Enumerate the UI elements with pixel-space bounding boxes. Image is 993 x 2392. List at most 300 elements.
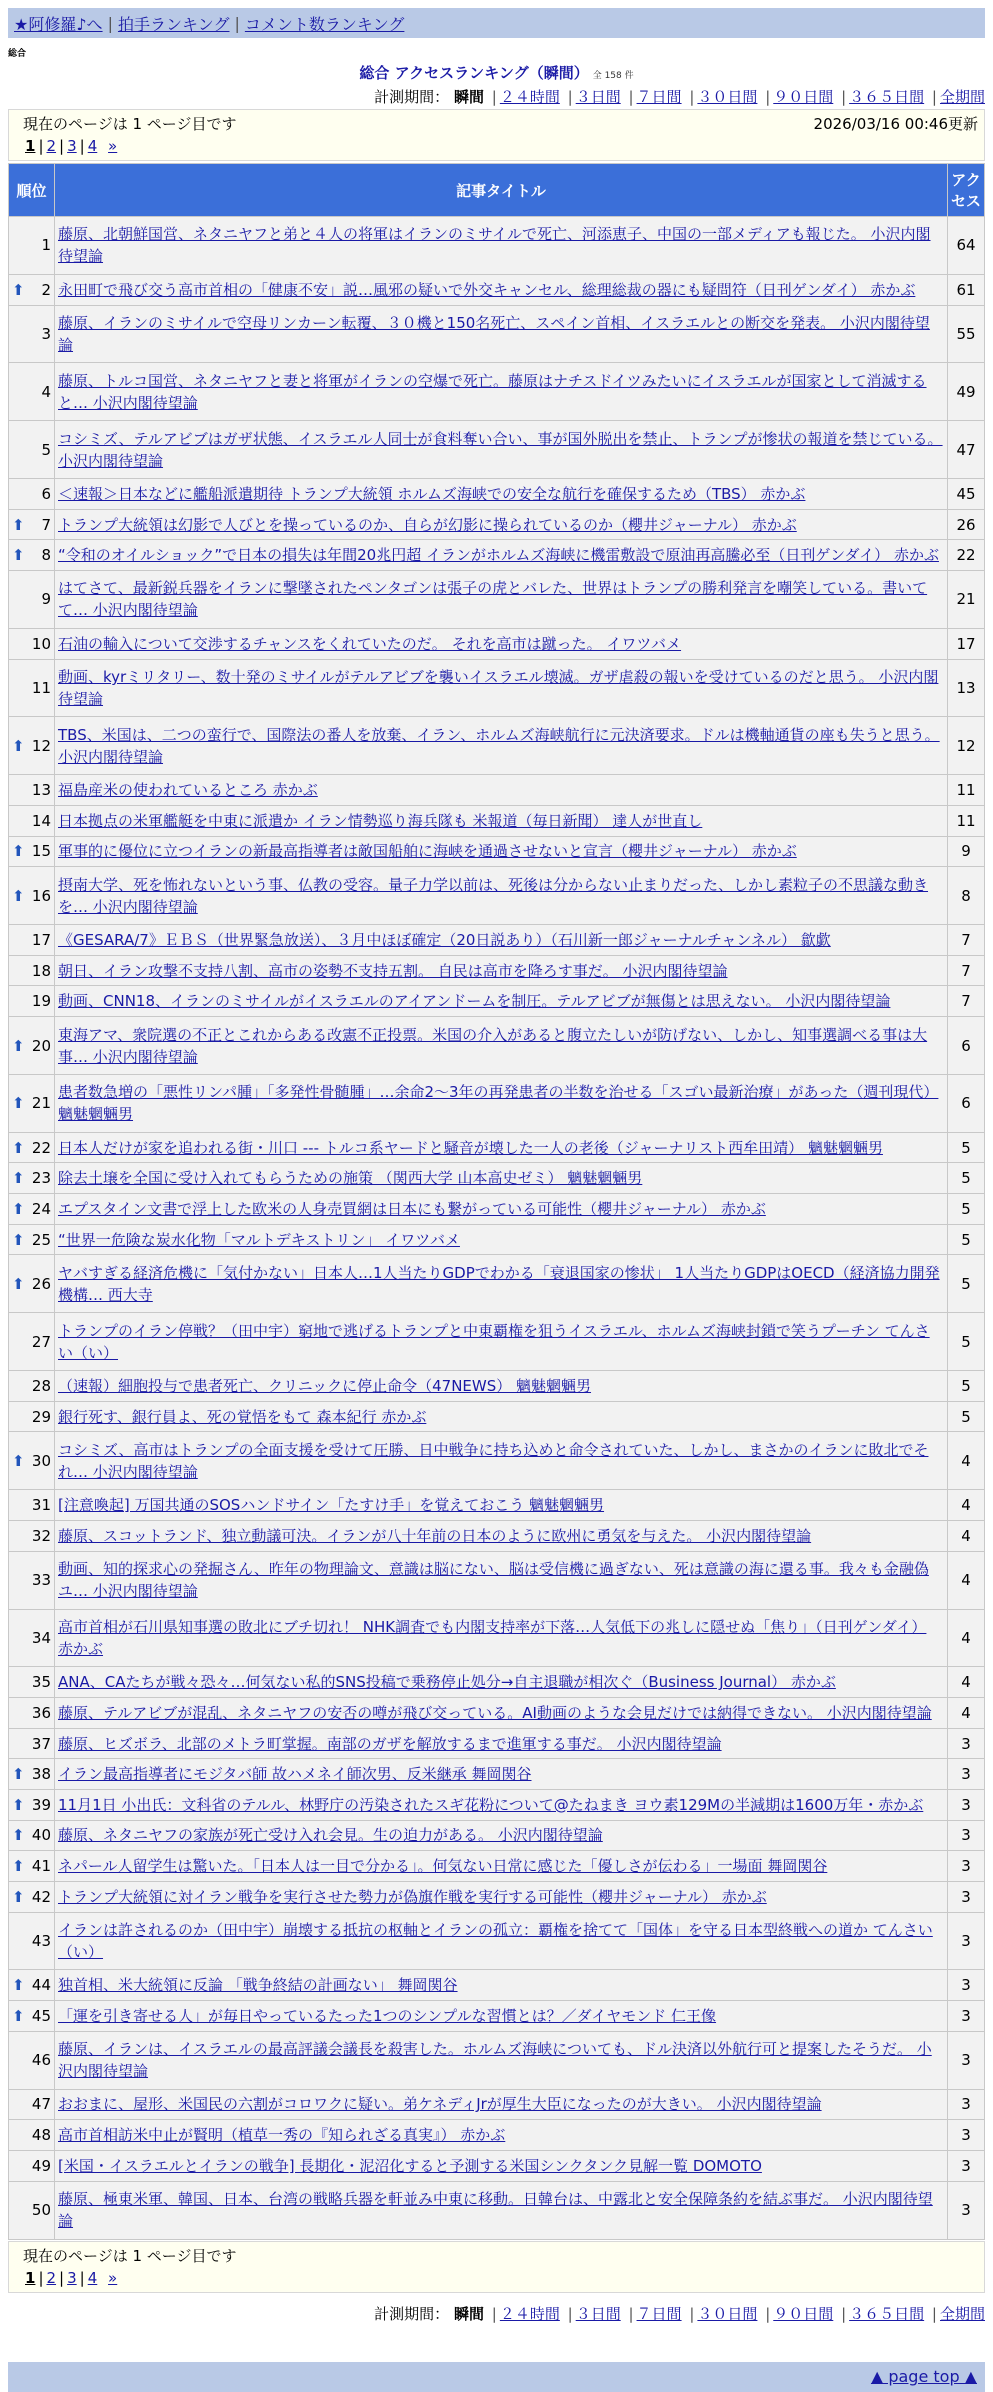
article-link[interactable]: 藤原、テルアビブが混乱、ネタニヤフの安否の噂が飛び交っている。AI動画のような会見だけでは納得できない。 小沢内閣待望論 (58, 1703, 932, 1722)
table-row (9, 1490, 984, 1520)
up-arrow-icon: ⬆ (12, 736, 25, 755)
rank-number: 14 (31, 811, 51, 830)
table-row (9, 1729, 984, 1759)
rank-number: 33 (31, 1571, 51, 1590)
title-cell (55, 1133, 947, 1163)
pager-next-link[interactable]: » (108, 137, 118, 155)
rank-number: 42 (31, 1887, 51, 1906)
rank-cell (9, 1225, 54, 1255)
rank-cell (9, 2090, 54, 2120)
period-link-all[interactable]: 全期間 (939, 88, 985, 106)
header-rank: 順位 (9, 164, 54, 216)
up-arrow-icon: ⬆ (12, 1451, 25, 1470)
access-count: 4 (948, 1490, 984, 1520)
rank-number: 12 (31, 736, 51, 755)
table-row (9, 1225, 984, 1255)
article-link[interactable]: 除去土壌を全国に受け入れてもらうための施策 （関西大学 山本高史ゼミ） 魑魅魍魎男 (58, 1169, 643, 1188)
title-cell (55, 421, 947, 478)
rank-number: 34 (31, 1628, 51, 1647)
table-row (9, 1133, 984, 1163)
access-count: 3 (948, 1790, 984, 1820)
top-nav-bar (8, 8, 985, 38)
article-link[interactable]: 東海アマ、衆院選の不正とこれからある改憲不正投票。米国の介入があると腹立たしいが防げない、しかし、知事選調べる事は大事… 小沢内閣待望論 (58, 1025, 928, 1066)
table-row (9, 1017, 984, 1074)
rank-cell (9, 1913, 54, 1970)
period-selector-bottom: 計測期間： 瞬間 | ２４時間 | ３日間 | ７日間 | ３０日間 | ９０日間 | ３６５日間 | 全期間 (374, 2305, 985, 2323)
ranking-table (8, 163, 985, 2240)
access-count: 5 (948, 1194, 984, 1224)
table-row (9, 956, 984, 986)
title-cell (55, 1490, 947, 1520)
article-link[interactable]: 藤原、ヒズボラ、北部のメトラ町掌握。南部のガザを解放するまで進軍する事だ。 小沢内閣待望論 (58, 1734, 722, 1753)
article-link[interactable]: 藤原、極東米軍、韓国、日本、台湾の戦略兵器を軒並み中東に移動。日韓台は、中露北と安全保障条約を結ぶ事だ。 小沢内閣待望論 (58, 2190, 933, 2231)
article-link[interactable]: はてさて、最新鋭兵器をイランに撃墜されたペンタゴンは張子の虎とバレた、世界はトランプの勝利発言を嘲笑している。書いてて… 小沢内閣待望論 (58, 579, 928, 620)
section-tag: 総合 (8, 49, 27, 59)
title-cell (55, 1667, 947, 1697)
article-link[interactable]: 高市首相訪米中止が賢明（植草一秀の『知られざる真実』） 赤かぶ (58, 2126, 506, 2145)
rank-cell (9, 1882, 54, 1912)
rank-cell (9, 2032, 54, 2089)
rank-number: 10 (31, 634, 51, 653)
rank-number: 3 (41, 324, 51, 343)
article-link[interactable]: 藤原、イランは、イスラエルの最高評議会議長を殺害した。ホルムズ海峡についても、ドル決済以外航行可と提案したそうだ。 小沢内閣待望論 (58, 2040, 932, 2081)
period-current: 瞬間 (453, 88, 484, 106)
table-row (9, 925, 984, 955)
pager-current: 1 (25, 2269, 36, 2287)
table-row (9, 306, 984, 363)
up-arrow-icon: ⬆ (12, 2006, 25, 2025)
total-count: 全 158 件 (592, 71, 634, 81)
up-arrow-icon: ⬆ (12, 515, 25, 534)
table-row (9, 629, 984, 659)
rank-number: 17 (31, 930, 51, 949)
table-row (9, 1610, 984, 1667)
article-link[interactable]: 石油の輸入について交渉するチャンスをくれていたのだ。 それを高市は蹴った。 イワツバメ (58, 634, 682, 653)
rank-number: 30 (31, 1451, 51, 1470)
rank-cell (9, 2151, 54, 2181)
article-link[interactable]: トランプのイラン停戦？（田中宇）窮地で逃げるトランプと中東覇権を狙うイスラエル、ホルムズ海峡封鎖で笑うプーチン てんさい（い） (58, 1321, 930, 1362)
rank-number: 47 (31, 2095, 51, 2114)
rank-cell (9, 1163, 54, 1193)
pager-current: 1 (25, 137, 36, 155)
table-row (9, 1821, 984, 1851)
page-info-bottom (8, 2241, 985, 2293)
rank-cell (9, 986, 54, 1016)
rank-number: 18 (31, 961, 51, 980)
article-link[interactable]: 高市首相が石川県知事選の敗北にブチ切れ！ NHK調査でも内閣支持率が下落…人気低下の兆しに隠せぬ「焦り」（日刊ゲンダイ） 赤かぶ (58, 1617, 927, 1658)
article-link[interactable]: TBS、米国は、二つの蛮行で、国際法の番人を放棄、イラン、ホルムズ海峡航行に元決済要求。ドルは機軸通貨の座も失うと思う。 小沢内閣待望論 (58, 725, 940, 766)
title-cell (55, 1432, 947, 1489)
access-count: 26 (948, 510, 984, 540)
access-count: 3 (948, 1729, 984, 1759)
article-link[interactable]: [注意喚起] 万国共通のSOSハンドサイン「たすけ手」を覚えておこう 魑魅魍魎男 (58, 1496, 605, 1515)
article-link[interactable]: “令和のオイルショック”で日本の損失は年間20兆円超 イランがホルムズ海峡に機雷敷設で原油再高騰必至（日刊ゲンダイ） 赤かぶ (58, 546, 939, 565)
period-link-3d[interactable]: ３日間 (575, 88, 621, 106)
up-arrow-icon: ⬆ (12, 1199, 25, 1218)
rank-cell (9, 1371, 54, 1401)
article-link[interactable]: 藤原、イランのミサイルで空母リンカーン転覆、３０機と150名死亡、スペイン首相、イスラエルとの断交を発表。 小沢内閣待望論 (58, 313, 930, 354)
period-link-3d[interactable]: ３日間 (575, 2305, 621, 2323)
rank-cell (9, 306, 54, 363)
rank-number: 39 (31, 1795, 51, 1814)
access-count: 4 (948, 1552, 984, 1609)
access-count: 3 (948, 1821, 984, 1851)
article-link[interactable]: エプスタイン文書で浮上した欧米の人身売買網は日本にも繋がっている可能性（櫻井ジャーナル） 赤かぶ (58, 1199, 766, 1218)
table-row (9, 1851, 984, 1881)
up-arrow-icon: ⬆ (12, 280, 25, 299)
access-count: 11 (948, 806, 984, 836)
rank-number: 41 (31, 1857, 51, 1876)
access-count: 3 (948, 2151, 984, 2181)
table-row (9, 1163, 984, 1193)
article-link[interactable]: [米国・イスラエルとイランの戦争] 長期化・泥沼化すると予測する米国シンクタンク見解一覧 DOMOTO (58, 2156, 762, 2175)
pager-top: 1 | 2 | 3 | 4 » (25, 137, 118, 155)
access-count: 8 (948, 867, 984, 924)
article-link[interactable]: 福島産米の使われているところ 赤かぶ (58, 781, 318, 800)
period-label: 計測期間： (374, 88, 450, 106)
title-cell (55, 1371, 947, 1401)
period-link-30d[interactable]: ３０日間 (697, 2305, 758, 2323)
article-link[interactable]: 永田町で飛び交う高市首相の「健康不安」説…風邪の疑いで外交キャンセル、総理総裁の器にも疑問符（日刊ゲンダイ） 赤かぶ (58, 280, 916, 299)
nav-separator: | (107, 13, 113, 33)
access-count: 17 (948, 629, 984, 659)
access-count: 5 (948, 1225, 984, 1255)
access-count: 3 (948, 1851, 984, 1881)
access-count: 5 (948, 1402, 984, 1432)
rank-cell (9, 806, 54, 836)
title-cell (55, 2182, 947, 2239)
table-row (9, 540, 984, 570)
article-link[interactable]: トランプ大統領に対イラン戦争を実行させた勢力が偽旗作戦を実行する可能性（櫻井ジャーナル） 赤かぶ (58, 1887, 767, 1906)
period-link-7d[interactable]: ７日間 (636, 88, 682, 106)
page-title (0, 62, 993, 83)
up-arrow-icon: ⬆ (12, 1795, 25, 1814)
rank-number: 43 (31, 1932, 51, 1951)
up-arrow-icon: ⬆ (12, 1169, 25, 1188)
rank-number: 19 (31, 992, 51, 1011)
access-count: 9 (948, 837, 984, 867)
table-row (9, 2151, 984, 2181)
up-arrow-icon: ⬆ (12, 1857, 25, 1876)
article-link[interactable]: （速報）細胞投与で患者死亡、クリニックに停止命令（47NEWS） 魑魅魍魎男 (58, 1376, 592, 1395)
up-arrow-icon: ⬆ (12, 1036, 25, 1055)
period-label: 計測期間： (374, 2305, 450, 2323)
title-cell (55, 510, 947, 540)
rank-number: 2 (41, 280, 51, 299)
table-row (9, 1075, 984, 1132)
table-row (9, 1913, 984, 1970)
rank-cell (9, 363, 54, 420)
comment-ranking-link[interactable]: コメント数ランキング (244, 14, 405, 34)
article-link[interactable]: コシミズ、テルアビブはガザ状態、イスラエル人同士が食料奪い合い、事が国外脱出を禁止、トランプが惨状の報道を禁じている。 小沢内閣待望論 (58, 429, 943, 470)
period-link-all[interactable]: 全期間 (939, 2305, 985, 2323)
title-cell (55, 1610, 947, 1667)
access-count: 3 (948, 1882, 984, 1912)
title-cell (55, 571, 947, 628)
title-cell (55, 1194, 947, 1224)
article-link[interactable]: トランプ大統領は幻影で人びとを操っているのか、自らが幻影に操られているのか（櫻井ジャーナル） 赤かぶ (58, 515, 797, 534)
title-cell (55, 629, 947, 659)
rank-number: 16 (31, 886, 51, 905)
article-link[interactable]: 藤原、北朝鮮国営、ネタニヤフと弟と４人の将軍はイランのミサイルで死亡、河添恵子、中国の一部メディアも報じた。 小沢内閣待望論 (58, 225, 931, 266)
title-cell (55, 867, 947, 924)
period-link-7d[interactable]: ７日間 (636, 2305, 682, 2323)
rank-cell (9, 717, 54, 774)
rank-cell (9, 1017, 54, 1074)
pager-link-3[interactable]: 3 (67, 2269, 77, 2287)
title-cell (55, 306, 947, 363)
rank-cell (9, 660, 54, 717)
access-count: 3 (948, 2032, 984, 2089)
article-link[interactable]: 《GESARA/7》ＥＢＳ（世界緊急放送）、３月中ほぼ確定（20日説あり）（石川新一郎ジャーナルチャンネル） 歙歔 (58, 930, 831, 949)
title-cell (55, 717, 947, 774)
article-link[interactable]: イランは許されるのか（田中宇）崩壊する抵抗の枢軸とイランの孤立：覇権を捨てて「国体」を守る日本型終戦への道か てんさい（い） (58, 1921, 933, 1962)
period-selector-top: 計測期間： 瞬間 | ２４時間 | ３日間 | ７日間 | ３０日間 | ９０日間 | ３６５日間 | 全期間 (374, 88, 985, 106)
title-cell (55, 2151, 947, 2181)
access-count: 12 (948, 717, 984, 774)
rank-number: 22 (31, 1138, 51, 1157)
article-link[interactable]: 11月1日 小出氏：文科省のテルル、林野庁の汚染されたスギ花粉について@たねまき ヨウ素129Mの半減期は1600万年・赤かぶ (58, 1795, 924, 1814)
pager-next-link[interactable]: » (108, 2269, 118, 2287)
rank-number: 4 (41, 382, 51, 401)
title-cell (55, 1402, 947, 1432)
asyura-home-link[interactable]: ★阿修羅♪へ (14, 14, 103, 34)
article-link[interactable]: 摂南大学、死を怖れないという事、仏教の受容。量子力学以前は、死後は分からない止まりだった、しかし素粒子の不思議な動きを… 小沢内閣待望論 (58, 875, 929, 916)
article-link[interactable]: 朝日、イラン攻撃不支持八割、高市の姿勢不支持五割。 自民は高市を降ろす事だ。 小沢内閣待望論 (58, 961, 728, 980)
rank-cell (9, 2182, 54, 2239)
rank-number: 49 (31, 2156, 51, 2175)
access-count: 3 (948, 2090, 984, 2120)
rank-cell (9, 1075, 54, 1132)
table-row (9, 1970, 984, 2000)
period-link-30d[interactable]: ３０日間 (697, 88, 758, 106)
article-link[interactable]: コシミズ、高市はトランプの全面支援を受けて圧勝、日中戦争に持ち込めと命令されていた、しかし、まさかのイランに敗北でそれ… 小沢内閣待望論 (58, 1440, 929, 1481)
article-link[interactable]: 軍事的に優位に立つイランの新最高指導者は敵国船舶に海峡を通過させないと宣言（櫻井ジャーナル） 赤かぶ (58, 842, 797, 861)
access-count: 4 (948, 1698, 984, 1728)
pager-link-4[interactable]: 4 (87, 2269, 98, 2287)
article-link[interactable]: 藤原、スコットランド、独立動議可決。イランが八十年前の日本のように欧州に勇気を与えた。 小沢内閣待望論 (58, 1526, 812, 1545)
access-count: 3 (948, 2001, 984, 2031)
up-arrow-icon: ⬆ (12, 1826, 25, 1845)
access-count: 61 (948, 275, 984, 305)
rank-cell (9, 1313, 54, 1370)
title-cell (55, 1552, 947, 1609)
period-link-365d[interactable]: ３６５日間 (849, 2305, 925, 2323)
page-info-top (8, 109, 985, 161)
access-count: 3 (948, 1970, 984, 2000)
up-arrow-icon: ⬆ (12, 1138, 25, 1157)
rank-cell (9, 1521, 54, 1551)
rank-number: 26 (31, 1274, 51, 1293)
rank-cell (9, 837, 54, 867)
article-link[interactable]: 動画、kyrミリタリー、数十発のミサイルがテルアビブを襲いイスラエル壊滅。ガザ虐殺の報いを受けているのだと思う。 小沢内閣待望論 (58, 668, 939, 708)
title-cell (55, 775, 947, 805)
article-link[interactable]: イラン最高指導者にモジタバ師 故ハメネイ師次男、反米継承 舞岡関谷 (58, 1765, 532, 1784)
access-count: 5 (948, 1371, 984, 1401)
title-cell (55, 1790, 947, 1820)
applause-ranking-link[interactable]: 拍手ランキング (117, 14, 230, 34)
rank-number: 7 (41, 515, 51, 534)
article-link[interactable]: おおまに、屋形、米国民の六割がコロワクに疑い。弟ケネディJrが厚生大臣になったのが大きい。 小沢内閣待望論 (58, 2095, 822, 2114)
title-cell (55, 1075, 947, 1132)
table-row (9, 1790, 984, 1820)
period-link-365d[interactable]: ３６５日間 (849, 88, 925, 106)
table-row (9, 660, 984, 717)
table-row (9, 1882, 984, 1912)
table-row (9, 2120, 984, 2150)
article-link[interactable]: 動画、知的探求心の発掘さん、昨年の物理論文、意識は脳にない、脳は受信機に過ぎない、死は意識の海に還る事。我々も金融偽ユ… 小沢内閣待望論 (58, 1560, 929, 1601)
title-cell (55, 956, 947, 986)
article-link[interactable]: 患者数急増の「悪性リンパ腫」「多発性骨髄腫」…余命2～3年の再発患者の半数を治せる「スゴい最新治療」があった（週刊現代） 魑魅魍魎男 (58, 1083, 939, 1124)
rank-number: 45 (31, 2006, 51, 2025)
rank-cell (9, 1667, 54, 1697)
access-count: 6 (948, 1075, 984, 1132)
rank-cell (9, 1432, 54, 1489)
rank-cell (9, 540, 54, 570)
title-cell (55, 1913, 947, 1970)
rank-cell (9, 1729, 54, 1759)
title-cell (55, 363, 947, 420)
table-row (9, 363, 984, 420)
rank-cell (9, 510, 54, 540)
article-link[interactable]: ANA、CAたちが戦々恐々…何気ない私的SNS投稿で乗務停止処分→自主退職が相次ぐ（Business Journal） 赤かぶ (58, 1673, 836, 1692)
table-row (9, 2032, 984, 2089)
access-count: 7 (948, 925, 984, 955)
article-link[interactable]: 「運を引き寄せる人」が毎日やっているたった1つのシンプルな習慣とは？／ダイヤモンド 仁王像 (58, 2006, 717, 2025)
title-cell (55, 925, 947, 955)
article-link[interactable]: 日本人だけが家を追われる街・川口 --- トルコ系ヤードと騒音が壊した一人の老後（ジャーナリスト西牟田靖） 魑魅魍魎男 (58, 1138, 883, 1157)
title-cell (55, 540, 947, 570)
rank-number: 50 (31, 2201, 51, 2220)
article-link[interactable]: 独首相、米大統領に反論 「戦争終結の計画ない」 舞岡関谷 (58, 1976, 458, 1995)
pager-link-3[interactable]: 3 (67, 137, 77, 155)
title-cell (55, 1313, 947, 1370)
rank-number: 24 (31, 1199, 51, 1218)
title-cell (55, 2090, 947, 2120)
title-cell (55, 1970, 947, 2000)
access-count: 49 (948, 363, 984, 420)
article-link[interactable]: ネパール人留学生は驚いた。「日本人は一目で分かる」。何気ない日常に感じた「優しさが伝わる」一場面 舞岡関谷 (58, 1857, 828, 1876)
rank-number: 38 (31, 1765, 51, 1784)
up-arrow-icon: ⬆ (12, 1094, 25, 1113)
rank-number: 27 (31, 1332, 51, 1351)
table-row (9, 2001, 984, 2031)
title-cell (55, 1851, 947, 1881)
title-cell (55, 986, 947, 1016)
title-cell (55, 1017, 947, 1074)
access-count: 7 (948, 986, 984, 1016)
title-cell (55, 479, 947, 509)
access-count: 3 (948, 1759, 984, 1789)
article-link[interactable]: ヤバすぎる経済危機に「気付かない」日本人…1人当たりGDPでわかる「衰退国家の惨状」 1人当たりGDPはOECD（経済協力開発機構… 西大寺 (58, 1263, 940, 1304)
title-cell (55, 1729, 947, 1759)
period-link-24h[interactable]: ２４時間 (499, 88, 560, 106)
page-top-link[interactable]: ▲ page top ▲ (870, 2367, 977, 2386)
up-arrow-icon: ⬆ (12, 1274, 25, 1293)
pager-link-2[interactable]: 2 (46, 2269, 57, 2287)
rank-number: 23 (31, 1169, 51, 1188)
access-count: 3 (948, 1913, 984, 1970)
up-arrow-icon: ⬆ (12, 1887, 25, 1906)
rank-number: 40 (31, 1826, 51, 1845)
nav-separator: | (234, 13, 240, 33)
rank-cell (9, 217, 54, 274)
period-link-90d[interactable]: ９０日間 (773, 88, 834, 106)
pager-link-2[interactable]: 2 (46, 137, 57, 155)
table-row (9, 1194, 984, 1224)
table-row (9, 217, 984, 274)
table-row (9, 510, 984, 540)
table-row (9, 1521, 984, 1551)
access-count: 45 (948, 479, 984, 509)
article-link[interactable]: 動画、CNN18、イランのミサイルがイスラエルのアイアンドームを制圧。テルアビブが無傷とは思えない。 小沢内閣待望論 (58, 992, 891, 1011)
rank-number: 20 (31, 1036, 51, 1055)
article-link[interactable]: 藤原、ネタニヤフの家族が死亡受け入れ会見。生の迫力がある。 小沢内閣待望論 (58, 1826, 603, 1845)
up-arrow-icon: ⬆ (12, 886, 25, 905)
article-link[interactable]: ＜速報＞日本などに艦船派遣期待 トランプ大統領 ホルムズ海峡での安全な航行を確保するため（TBS） 赤かぶ (58, 484, 806, 503)
rank-number: 28 (31, 1376, 51, 1395)
rank-number: 31 (31, 1496, 51, 1515)
pager-link-4[interactable]: 4 (87, 137, 98, 155)
period-link-90d[interactable]: ９０日間 (773, 2305, 834, 2323)
table-row (9, 571, 984, 628)
rank-number: 25 (31, 1230, 51, 1249)
title-cell (55, 2032, 947, 2089)
article-link[interactable]: 藤原、トルコ国営、ネタニヤフと妻と将軍がイランの空爆で死亡。藤原はナチスドイツみたいにイスラエルが国家として消滅すると… 小沢内閣待望論 (58, 371, 927, 412)
rank-cell (9, 1821, 54, 1851)
rank-cell (9, 867, 54, 924)
access-count: 13 (948, 660, 984, 717)
access-count: 3 (948, 2120, 984, 2150)
rank-cell (9, 1402, 54, 1432)
table-row (9, 421, 984, 478)
rank-cell (9, 421, 54, 478)
up-arrow-icon: ⬆ (12, 546, 25, 565)
table-row (9, 2182, 984, 2239)
bottom-bar (8, 2362, 985, 2392)
rank-cell (9, 479, 54, 509)
period-link-24h[interactable]: ２４時間 (499, 2305, 560, 2323)
rank-number: 36 (31, 1703, 51, 1722)
access-count: 47 (948, 421, 984, 478)
up-arrow-icon: ⬆ (12, 1976, 25, 1995)
table-row (9, 806, 984, 836)
table-row (9, 717, 984, 774)
title-cell (55, 1759, 947, 1789)
rank-cell (9, 775, 54, 805)
rank-number: 48 (31, 2126, 51, 2145)
current-page-text: 現在のページは 1 ページ目です (23, 2247, 237, 2265)
rank-number: 15 (31, 842, 51, 861)
access-count: 5 (948, 1133, 984, 1163)
rank-number: 13 (31, 781, 51, 800)
article-link[interactable]: 銀行死す、銀行員よ、死の覚悟をもて 森本紀行 赤かぶ (58, 1407, 427, 1426)
rank-cell (9, 1759, 54, 1789)
table-row (9, 1698, 984, 1728)
table-row (9, 1402, 984, 1432)
title-cell (55, 2001, 947, 2031)
rank-number: 11 (31, 679, 51, 697)
header-access: アクセス (948, 164, 984, 216)
article-link[interactable]: 日本拠点の米軍艦艇を中東に派遣か イラン情勢巡り海兵隊も 米報道（毎日新聞） 達人が世直し (58, 811, 703, 830)
rank-cell (9, 1698, 54, 1728)
article-link[interactable]: “世界一危険な炭水化物「マルトデキストリン」 イワツバメ (58, 1230, 460, 1249)
rank-cell (9, 1970, 54, 2000)
title-cell (55, 660, 947, 717)
header-title: 記事タイトル (55, 164, 947, 216)
rank-cell (9, 1610, 54, 1667)
rank-number: 21 (31, 1094, 51, 1113)
